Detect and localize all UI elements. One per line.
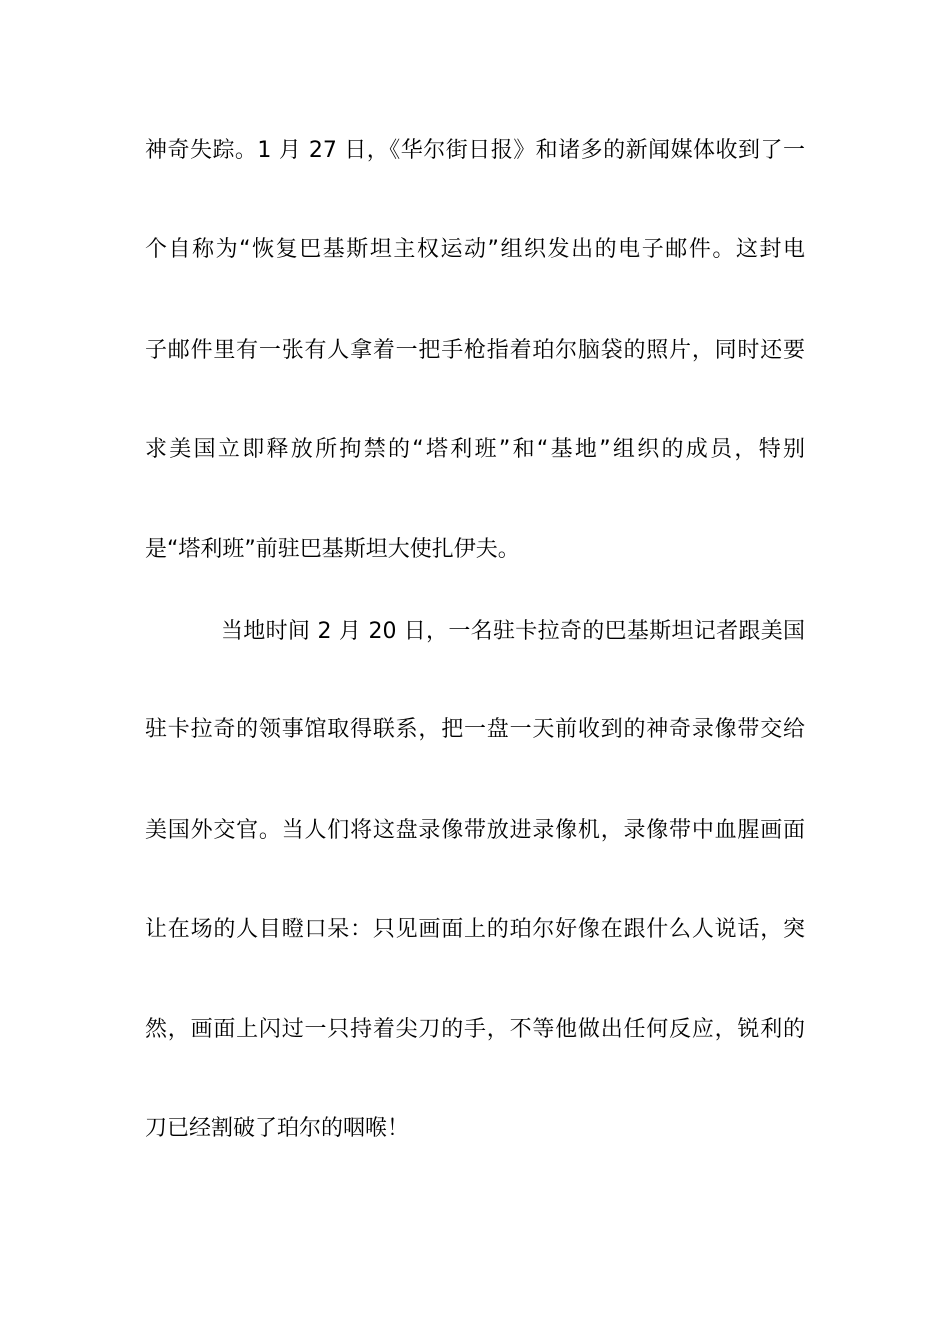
text-line-9: 让在场的人目瞪口呆：只见画面上的珀尔好像在跟什么人说话，突 bbox=[145, 917, 805, 942]
text-line-8: 美国外交官。当人们将这盘录像带放进录像机，录像带中血腥画面 bbox=[145, 818, 805, 843]
text-line-11: 刀已经割破了珀尔的咽喉！ bbox=[145, 1116, 410, 1141]
text-line-5: 是“塔利班”前驻巴基斯坦大使扎伊夫。 bbox=[145, 537, 520, 562]
text-line-3: 子邮件里有一张有人拿着一把手枪指着珀尔脑袋的照片，同时还要 bbox=[145, 338, 805, 363]
text-line-2: 个自称为“恢复巴基斯坦主权运动”组织发出的电子邮件。这封电 bbox=[145, 237, 805, 262]
text-line-6: 当地时间 2 月 20 日，一名驻卡拉奇的巴基斯坦记者跟美国 bbox=[221, 619, 805, 644]
text-line-4: 求美国立即释放所拘禁的“塔利班”和“基地”组织的成员，特别 bbox=[145, 437, 805, 462]
text-line-1: 神奇失踪。1 月 27 日，《华尔街日报》和诸多的新闻媒体收到了一 bbox=[145, 138, 805, 163]
text-line-10: 然，画面上闪过一只持着尖刀的手，不等他做出任何反应，锐利的 bbox=[145, 1017, 805, 1042]
text-line-7: 驻卡拉奇的领事馆取得联系，把一盘一天前收到的神奇录像带交给 bbox=[145, 717, 805, 742]
